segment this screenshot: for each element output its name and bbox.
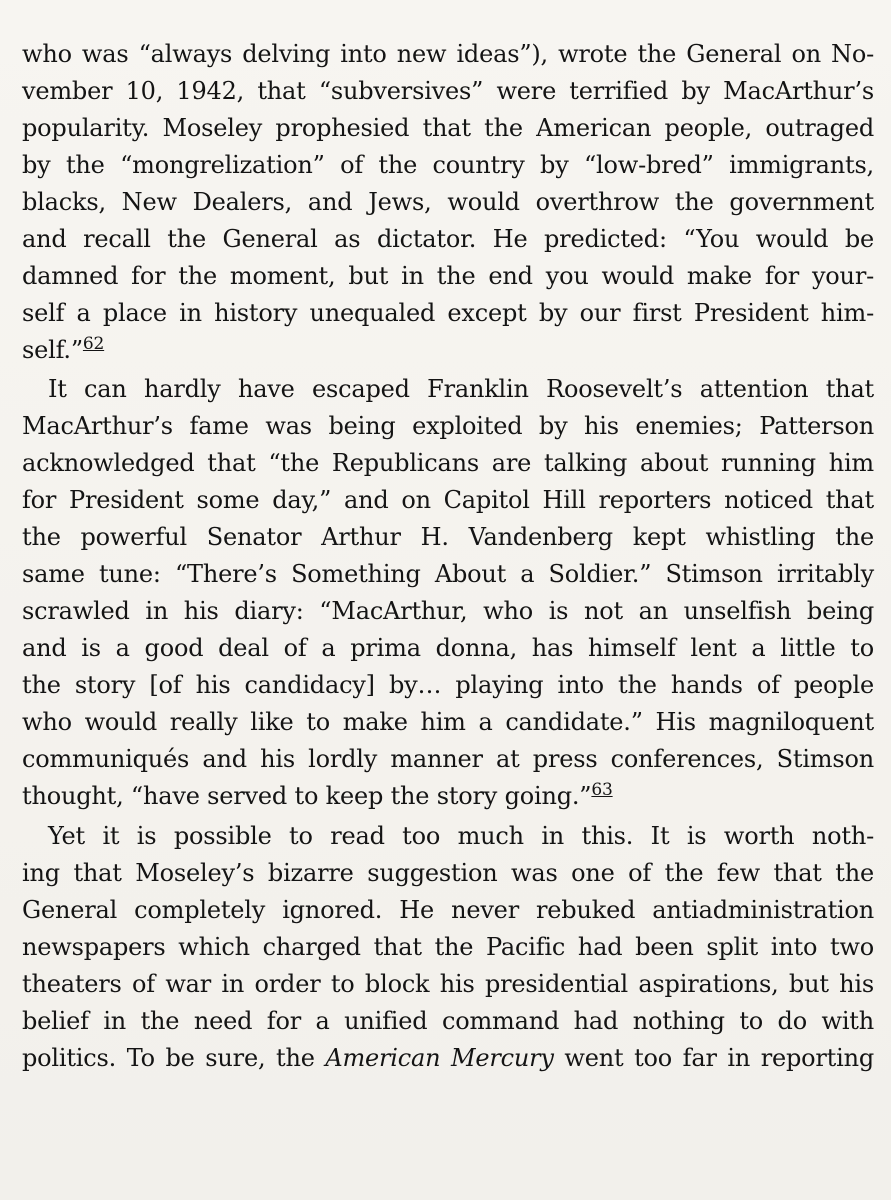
text-line: for President some day,” and on Capitol Hill reporters noticed that (22, 486, 874, 514)
body-text (22, 36, 874, 1077)
text-line: General completely ignored. He never rebuked antiadministration (22, 896, 874, 924)
text-line: and recall the General as dictator. He predicted: “You would be (22, 225, 874, 253)
text-line: newspapers which charged that the Pacific had been split into two (22, 933, 874, 961)
text-line: acknowledged that “the Republicans are talking about running him (22, 449, 874, 477)
text-line: and is a good deal of a prima donna, has himself lent a little to (22, 634, 874, 662)
text-line-last (22, 778, 874, 815)
text-line: the story [of his candidacy] by… playing into the hands of people (22, 671, 874, 699)
text-line: self a place in history unequaled except by our first President him- (22, 299, 874, 327)
footnote-link-62[interactable]: 62 (82, 334, 105, 354)
text-line-indented: It can hardly have escaped Franklin Roosevelt’s attention that (48, 375, 874, 403)
text-line: who was “always delving into new ideas”), wrote the General on No- (22, 40, 874, 68)
text-line: blacks, New Dealers, and Jews, would overthrow the government (22, 188, 874, 216)
paragraph-3 (22, 818, 874, 1077)
text-line: by the “mongrelization” of the country by “low-bred” immigrants, (22, 151, 874, 179)
text-fragment: self.” (22, 336, 83, 364)
text-line-final (22, 1040, 874, 1077)
text-line: scrawled in his diary: “MacArthur, who is not an unselfish being (22, 597, 874, 625)
publication-title-italic: American Mercury (325, 1044, 554, 1072)
text-line: same tune: “There’s Something About a Soldier.” Stimson irritably (22, 560, 874, 588)
text-line: belief in the need for a unified command had nothing to do with (22, 1007, 874, 1035)
footnote-link-63[interactable]: 63 (591, 780, 613, 800)
text-line-last (22, 332, 874, 369)
text-fragment: thought, “have served to keep the story going.” (22, 782, 592, 810)
paragraph-2 (22, 371, 874, 815)
text-line: damned for the moment, but in the end you would make for your- (22, 262, 874, 290)
text-line: who would really like to make him a candidate.” His magniloquent (22, 708, 874, 736)
text-fragment: went too far in reporting (553, 1044, 875, 1072)
text-fragment: politics. To be sure, the (22, 1044, 326, 1072)
text-line: communiqués and his lordly manner at press conferences, Stimson (22, 745, 874, 773)
text-line-indented: Yet it is possible to read too much in this. It is worth noth- (48, 822, 874, 850)
text-line: theaters of war in order to block his presidential aspirations, but his (22, 970, 874, 998)
text-line: MacArthur’s fame was being exploited by his enemies; Patterson (22, 412, 874, 440)
text-line: popularity. Moseley prophesied that the American people, outraged (22, 114, 874, 142)
text-line: ing that Moseley’s bizarre suggestion was one of the few that the (22, 859, 874, 887)
text-line: vember 10, 1942, that “subversives” were terrified by MacArthur’s (22, 77, 874, 105)
paragraph-1 (22, 36, 874, 369)
text-line: the powerful Senator Arthur H. Vandenberg kept whistling the (22, 523, 874, 551)
